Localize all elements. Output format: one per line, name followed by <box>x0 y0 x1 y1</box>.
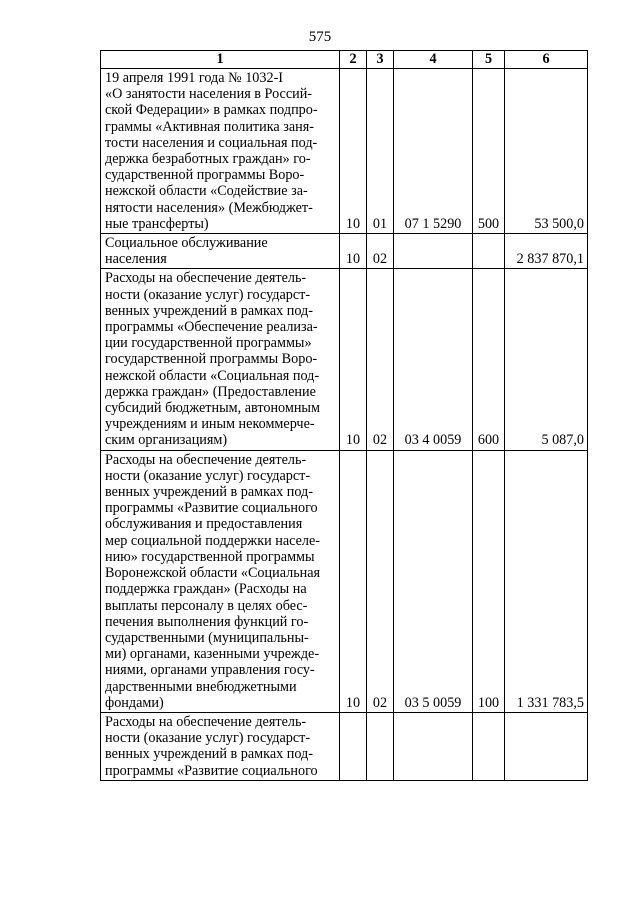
row-target-article <box>394 712 473 780</box>
row-description: Расходы на обеспечение деятель- ности (оказание услуг) государст- венных учреждений в рамках под- программы «Развитие социального <box>101 712 340 780</box>
table-row <box>101 234 588 269</box>
row-subsection: 02 <box>367 450 394 712</box>
row-subsection: 02 <box>367 234 394 269</box>
column-header-3: 3 <box>367 51 394 69</box>
row-expense-type: 100 <box>473 450 505 712</box>
column-header-4: 4 <box>394 51 473 69</box>
row-description: Расходы на обеспечение деятель- ности (оказание услуг) государст- венных учреждений в рамках под- программы «Обеспечение реализа- ции государственной программы» государственной программы Воро- нежской области «Социальная под- держка граждан» (Предоставление субсидий бюджетным, автономным учреждениям и иным некоммерче- ским организациям) <box>101 269 340 450</box>
table-row <box>101 450 588 712</box>
row-description: 19 апреля 1991 года № 1032-I «О занятости населения в Россий- ской Федерации» в рамках подпро- граммы «Активная политика заня- тости населения и социальная под- держка безработных граждан» го- сударственной программы Воро- нежской области «Содействие за- нятости населения» (Межбюджет- ные трансферты) <box>101 69 340 234</box>
table-row <box>101 69 588 234</box>
column-header-2: 2 <box>340 51 367 69</box>
row-description: Расходы на обеспечение деятель- ности (оказание услуг) государст- венных учреждений в рамках под- программы «Развитие социального обслуживания и предоставления мер социальной поддержки населе- нию» государственной программы Воронежской области «Социальная поддержка граждан» (Расходы на выплаты персоналу в целях обес- печения выполнения функций го- сударственными (муниципальны- ми) органами, казенными учрежде- ниями, органами управления госу- дарственными внебюджетными фондами) <box>101 450 340 712</box>
table-row <box>101 712 588 780</box>
row-section <box>340 712 367 780</box>
row-section: 10 <box>340 234 367 269</box>
row-expense-type <box>473 712 505 780</box>
row-section: 10 <box>340 269 367 450</box>
row-target-article <box>394 234 473 269</box>
budget-table <box>100 50 588 781</box>
row-expense-type: 500 <box>473 69 505 234</box>
row-description: Социальное обслуживание населения <box>101 234 340 269</box>
column-header-6: 6 <box>505 51 588 69</box>
row-amount: 2 837 870,1 <box>505 234 588 269</box>
row-target-article: 03 5 0059 <box>394 450 473 712</box>
table-row <box>101 269 588 450</box>
row-amount: 53 500,0 <box>505 69 588 234</box>
row-expense-type <box>473 234 505 269</box>
table-header-row <box>101 51 588 69</box>
row-subsection: 01 <box>367 69 394 234</box>
page-number: 575 <box>308 29 332 45</box>
row-section: 10 <box>340 450 367 712</box>
column-header-5: 5 <box>473 51 505 69</box>
column-header-1: 1 <box>101 51 340 69</box>
row-expense-type: 600 <box>473 269 505 450</box>
row-amount <box>505 712 588 780</box>
row-target-article: 07 1 5290 <box>394 69 473 234</box>
row-subsection <box>367 712 394 780</box>
row-section: 10 <box>340 69 367 234</box>
row-amount: 5 087,0 <box>505 269 588 450</box>
row-amount: 1 331 783,5 <box>505 450 588 712</box>
row-target-article: 03 4 0059 <box>394 269 473 450</box>
row-subsection: 02 <box>367 269 394 450</box>
